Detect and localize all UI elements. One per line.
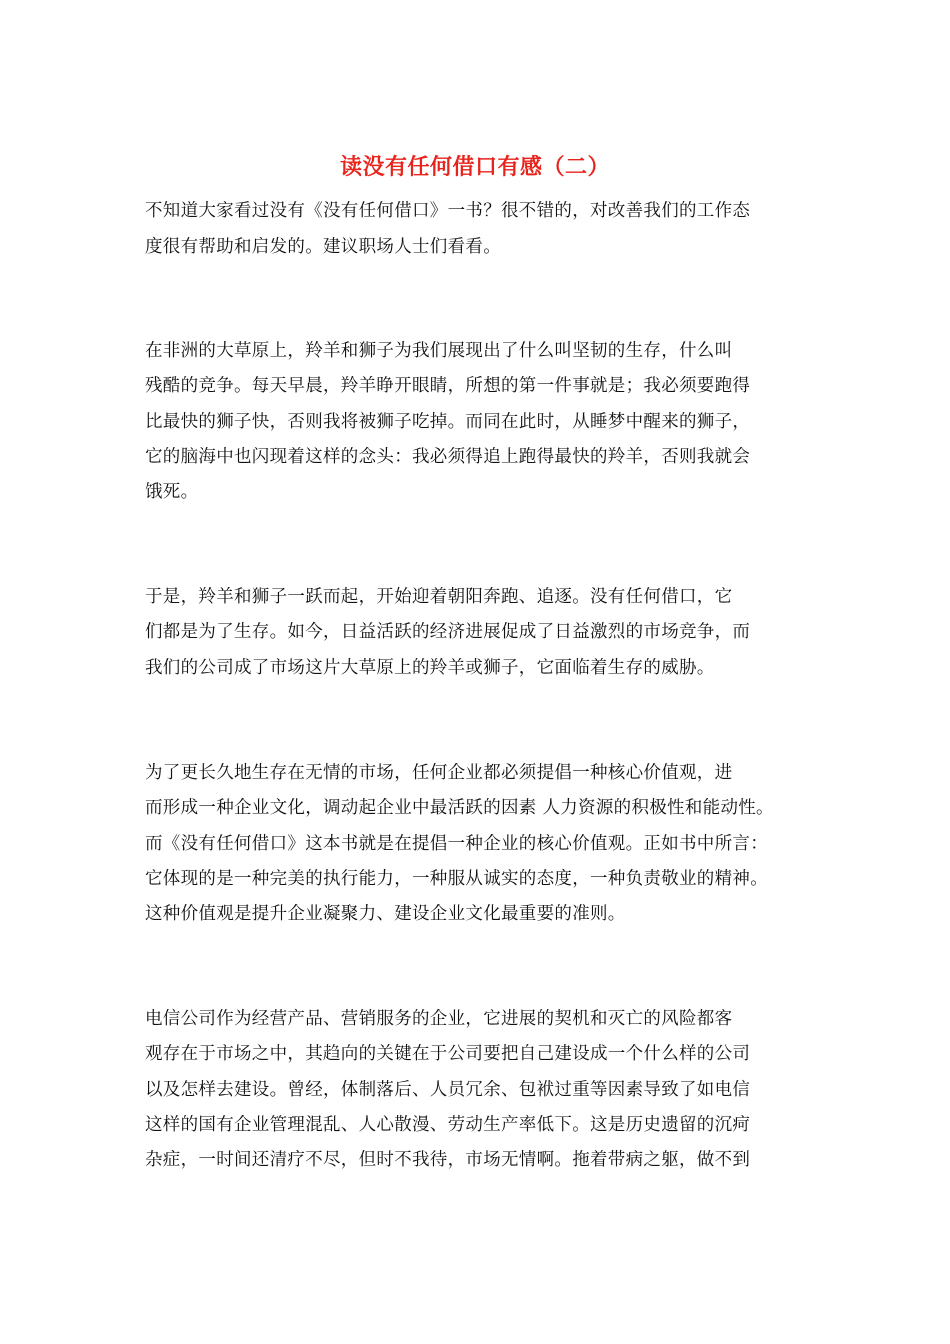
document-title: 读没有任何借口有感（二） [339, 154, 610, 180]
paragraph-line: 残酷的竞争。每天早晨，羚羊睁开眼睛，所想的第一件事就是；我必须要跑得 [145, 376, 751, 396]
paragraph-line: 观存在于市场之中，其趋向的关键在于公司要把自己建设成一个什么样的公司 [145, 1044, 751, 1064]
paragraph-line: 电信公司作为经营产品、营销服务的企业，它进展的契机和灭亡的风险都客 [145, 1009, 733, 1029]
paragraph-line: 而《没有任何借口》这本书就是在提倡一种企业的核心价值观。正如书中所言： [145, 834, 768, 854]
paragraph-line: 于是，羚羊和狮子一跃而起，开始迎着朝阳奔跑、追逐。没有任何借口，它 [145, 587, 733, 607]
paragraph-line: 比最快的狮子快，否则我将被狮子吃掉。而同在此时，从睡梦中醒来的狮子， [145, 412, 751, 432]
paragraph-line: 饿死。 [145, 482, 199, 502]
paragraph-line: 以及怎样去建设。曾经，体制落后、人员冗余、包袱过重等因素导致了如电信 [145, 1080, 751, 1100]
paragraph-line: 我们的公司成了市场这片大草原上的羚羊或狮子，它面临着生存的威胁。 [145, 658, 715, 678]
paragraph-line: 它体现的是一种完美的执行能力，一种服从诚实的态度，一种负责敬业的精神。 [145, 869, 768, 889]
paragraph-line: 而形成一种企业文化，调动起企业中最活跃的因素 人力资源的积极性和能动性。 [145, 798, 774, 818]
paragraph-line: 在非洲的大草原上，羚羊和狮子为我们展现出了什么叫坚韧的生存，什么叫 [145, 341, 733, 361]
paragraph-line: 杂症，一时间还清疗不尽，但时不我待，市场无情啊。拖着带病之躯，做不到 [145, 1150, 751, 1170]
paragraph-line: 这样的国有企业管理混乱、人心散漫、劳动生产率低下。这是历史遗留的沉疴 [145, 1115, 751, 1135]
paragraph-line: 这种价值观是提升企业凝聚力、建设企业文化最重要的准则。 [145, 904, 626, 924]
paragraph-line: 不知道大家看过没有《没有任何借口》一书？很不错的，对改善我们的工作态 [145, 201, 751, 221]
paragraph-line: 们都是为了生存。如今，日益活跃的经济进展促成了日益激烈的市场竞争，而 [145, 622, 751, 642]
paragraph-line: 它的脑海中也闪现着这样的念头：我必须得追上跑得最快的羚羊，否则我就会 [145, 447, 751, 467]
paragraph-line: 度很有帮助和启发的。建议职场人士们看看。 [145, 237, 501, 257]
paragraph-line: 为了更长久地生存在无情的市场，任何企业都必须提倡一种核心价值观，进 [145, 763, 733, 783]
